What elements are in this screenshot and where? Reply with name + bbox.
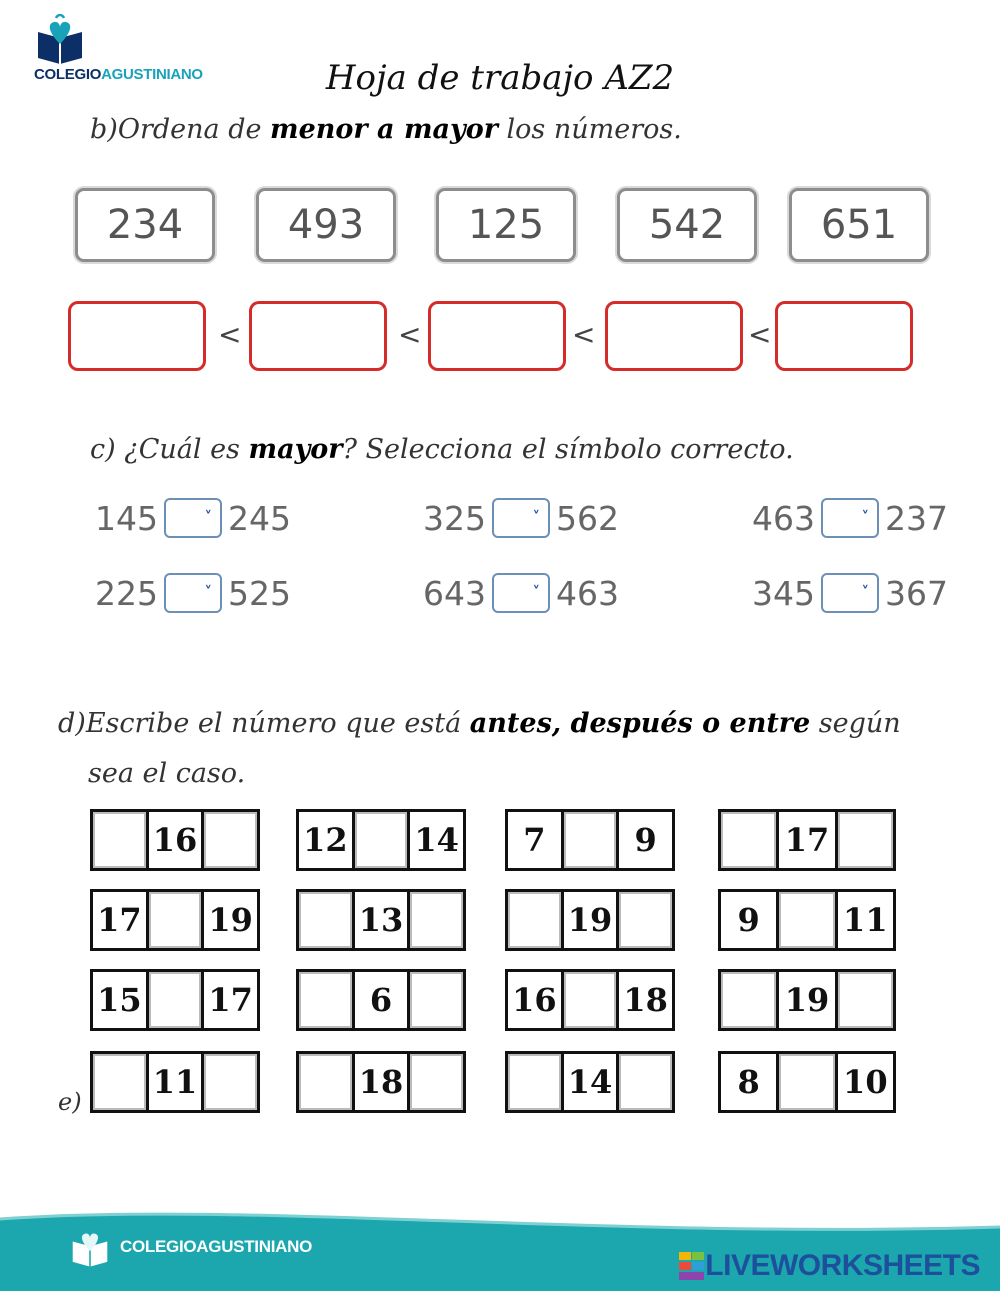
- sequence-answer-input[interactable]: [779, 892, 837, 948]
- sequence-number: 17: [208, 981, 253, 1019]
- label-e: e): [58, 1088, 82, 1116]
- sequence-box: [505, 1051, 675, 1113]
- sequence-number: 9: [634, 821, 657, 859]
- sequence-number: 19: [564, 892, 620, 948]
- page-title: Hoja de trabajo AZ2: [325, 58, 675, 98]
- sequence-number: 15: [93, 972, 149, 1028]
- comparison-right: 525: [228, 573, 291, 613]
- sequence-answer-input[interactable]: [149, 972, 205, 1028]
- sequence-number: 11: [149, 1054, 205, 1110]
- sequence-number: 8: [721, 1054, 779, 1110]
- sequence-answer-input[interactable]: [299, 1054, 355, 1110]
- sequence-box: [718, 809, 896, 871]
- sequence-answer-input[interactable]: [508, 1054, 564, 1110]
- order-drop-slot-3[interactable]: [428, 301, 566, 371]
- sequence-box: [505, 809, 675, 871]
- order-drop-slot-2[interactable]: [249, 301, 387, 371]
- footer-school-name: COLEGIOAGUSTINIANO: [120, 1237, 312, 1256]
- liveworksheets-icon: [679, 1252, 705, 1280]
- sequence-answer-input[interactable]: [721, 972, 779, 1028]
- comparison-right: 367: [885, 573, 948, 613]
- chevron-down-icon: ˅: [204, 583, 212, 601]
- sequence-number: 17: [779, 812, 837, 868]
- sequence-number: 16: [149, 812, 205, 868]
- comparison-right: 562: [556, 498, 619, 538]
- comparison-left: 145: [95, 498, 158, 538]
- instruction-b: b)Ordena de menor a mayor los números.: [90, 114, 682, 145]
- school-name: COLEGIOAGUSTINIANO: [34, 66, 203, 83]
- sequence-box: [90, 809, 260, 871]
- comparison-item: [752, 498, 948, 538]
- sequence-answer-input[interactable]: [204, 1054, 257, 1110]
- chevron-down-icon: ˅: [532, 583, 540, 601]
- comparison-left: 643: [423, 573, 486, 613]
- sequence-answer-input[interactable]: [721, 812, 779, 868]
- less-than-sign: <: [748, 318, 772, 351]
- comparison-right: 463: [556, 573, 619, 613]
- symbol-select[interactable]: [821, 573, 879, 613]
- comparison-left: 345: [752, 573, 815, 613]
- comparison-item: [95, 498, 291, 538]
- number-card[interactable]: 493: [256, 188, 396, 262]
- footer: [0, 1205, 1000, 1291]
- sequence-box: [296, 969, 466, 1031]
- sequence-answer-input[interactable]: [299, 892, 355, 948]
- sequence-box: [718, 889, 896, 951]
- sequence-number: 7: [508, 812, 564, 868]
- order-drop-slot-5[interactable]: [775, 301, 913, 371]
- number-card[interactable]: 125: [436, 188, 576, 262]
- comparison-item: [752, 573, 948, 613]
- symbol-select[interactable]: [492, 573, 550, 613]
- number-card[interactable]: 234: [75, 188, 215, 262]
- sequence-number: 6: [355, 972, 411, 1028]
- sequence-answer-input[interactable]: [149, 892, 205, 948]
- sequence-number: 18: [623, 981, 668, 1019]
- comparison-item: [423, 573, 619, 613]
- chevron-down-icon: ˅: [532, 508, 540, 526]
- instruction-c: c) ¿Cuál es mayor? Selecciona el símbolo correcto.: [90, 434, 794, 465]
- order-drop-slot-1[interactable]: [68, 301, 206, 371]
- sequence-answer-input[interactable]: [619, 892, 672, 948]
- instruction-d-line2: sea el caso.: [88, 758, 246, 789]
- sequence-number: 14: [414, 821, 459, 859]
- sequence-box: [90, 969, 260, 1031]
- sequence-box: [296, 809, 466, 871]
- sequence-answer-input[interactable]: [410, 972, 463, 1028]
- number-card[interactable]: 651: [789, 188, 929, 262]
- sequence-answer-input[interactable]: [355, 812, 411, 868]
- sequence-number: 17: [93, 892, 149, 948]
- comparison-right: 245: [228, 498, 291, 538]
- sequence-answer-input[interactable]: [410, 892, 463, 948]
- sequence-number: 11: [843, 901, 888, 939]
- sequence-box: [296, 1051, 466, 1113]
- instruction-d: d)Escribe el número que está antes, después o entre según: [58, 708, 901, 739]
- comparison-left: 225: [95, 573, 158, 613]
- symbol-select[interactable]: [492, 498, 550, 538]
- chevron-down-icon: ˅: [861, 508, 869, 526]
- sequence-number: 16: [508, 972, 564, 1028]
- sequence-number: 19: [208, 901, 253, 939]
- sequence-answer-input[interactable]: [564, 812, 620, 868]
- sequence-box: [90, 889, 260, 951]
- sequence-answer-input[interactable]: [93, 812, 149, 868]
- heart-book-icon: [32, 14, 88, 64]
- sequence-box: [718, 969, 896, 1031]
- sequence-box: [90, 1051, 260, 1113]
- comparison-left: 325: [423, 498, 486, 538]
- sequence-number: 12: [299, 812, 355, 868]
- sequence-answer-input[interactable]: [838, 812, 893, 868]
- sequence-number: 9: [721, 892, 779, 948]
- footer-school-logo: [68, 1227, 312, 1267]
- symbol-select[interactable]: [821, 498, 879, 538]
- less-than-sign: <: [572, 318, 596, 351]
- heart-book-icon: [68, 1227, 112, 1267]
- comparison-item: [95, 573, 291, 613]
- sequence-number: 10: [843, 1063, 888, 1101]
- less-than-sign: <: [398, 318, 422, 351]
- sequence-number: 18: [355, 1054, 411, 1110]
- comparison-left: 463: [752, 498, 815, 538]
- chevron-down-icon: ˅: [204, 508, 212, 526]
- sequence-number: 19: [779, 972, 837, 1028]
- order-drop-slot-4[interactable]: [605, 301, 743, 371]
- sequence-answer-input[interactable]: [204, 812, 257, 868]
- less-than-sign: <: [218, 318, 242, 351]
- sequence-answer-input[interactable]: [508, 892, 564, 948]
- comparison-item: [423, 498, 619, 538]
- sequence-answer-input[interactable]: [93, 1054, 149, 1110]
- sequence-answer-input[interactable]: [838, 972, 893, 1028]
- sequence-answer-input[interactable]: [564, 972, 620, 1028]
- sequence-box: [505, 889, 675, 951]
- sequence-box: [718, 1051, 896, 1113]
- liveworksheets-logo[interactable]: [679, 1249, 980, 1283]
- sequence-box: [296, 889, 466, 951]
- number-card[interactable]: 542: [617, 188, 757, 262]
- sequence-number: 14: [564, 1054, 620, 1110]
- symbol-select[interactable]: [164, 498, 222, 538]
- chevron-down-icon: ˅: [861, 583, 869, 601]
- sequence-answer-input[interactable]: [299, 972, 355, 1028]
- comparison-right: 237: [885, 498, 948, 538]
- sequence-answer-input[interactable]: [619, 1054, 672, 1110]
- liveworksheets-text: LIVEWORKSHEETS: [705, 1249, 980, 1282]
- sequence-box: [505, 969, 675, 1031]
- sequence-answer-input[interactable]: [779, 1054, 837, 1110]
- symbol-select[interactable]: [164, 573, 222, 613]
- sequence-answer-input[interactable]: [410, 1054, 463, 1110]
- sequence-number: 13: [355, 892, 411, 948]
